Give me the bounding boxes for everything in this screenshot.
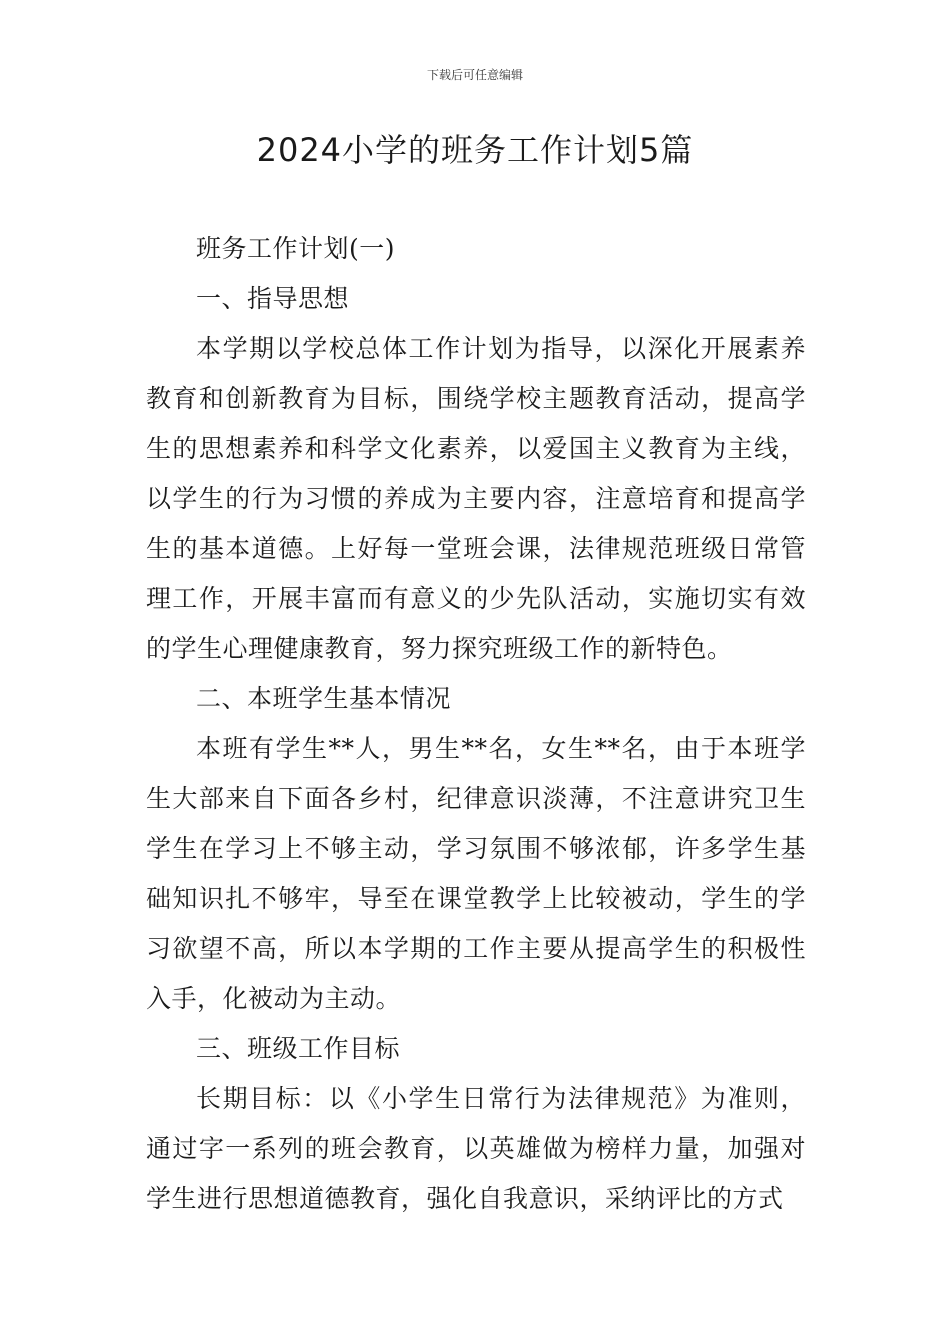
paragraph-guiding-thought: 本学期以学校总体工作计划为指导，以深化开展素养教育和创新教育为目标，围绕学校主题教育活动，提高学生的思想素养和科学文化素养，以爱国主义教育为主线，以学生的行为习惯的养成为主要内容，注意培育和提高学生的基本道德。上好每一堂班会课，法律规范班级日常管理工作，开展丰富而有意义的少先队活动，实施切实有效的学生心理健康教育，努力探究班级工作的新特色。 bbox=[146, 334, 806, 663]
paragraph-long-term-goal: 长期目标：以《小学生日常行为法律规范》为准则，通过字一系列的班会教育，以英雄做为榜样力量，加强对学生进行思想道德教育，强化自我意识，采纳评比的方式 bbox=[146, 1084, 806, 1213]
document-title: 2024小学的班务工作计划5篇 bbox=[256, 131, 694, 169]
paragraph-class-situation: 本班有学生**人，男生**名，女生**名，由于本班学生大部来自下面各乡村，纪律意识淡薄，不注意讲究卫生学生在学习上不够主动，学习氛围不够浓郁，许多学生基础知识扎不够牢，导至在课堂教学上比较被动，学生的学习欲望不高，所以本学期的工作主要从提高学生的积极性入手，化被动为主动。 bbox=[146, 734, 806, 1013]
section-heading-guiding-thought: 一、指导思想 bbox=[196, 284, 350, 313]
section-heading-plan-one: 班务工作计划(一) bbox=[196, 234, 396, 263]
section-heading-class-situation: 二、本班学生基本情况 bbox=[196, 684, 452, 713]
header-note: 下载后可任意编辑 bbox=[426, 68, 523, 82]
document-body bbox=[146, 224, 806, 1224]
section-heading-class-goals: 三、班级工作目标 bbox=[196, 1034, 401, 1063]
